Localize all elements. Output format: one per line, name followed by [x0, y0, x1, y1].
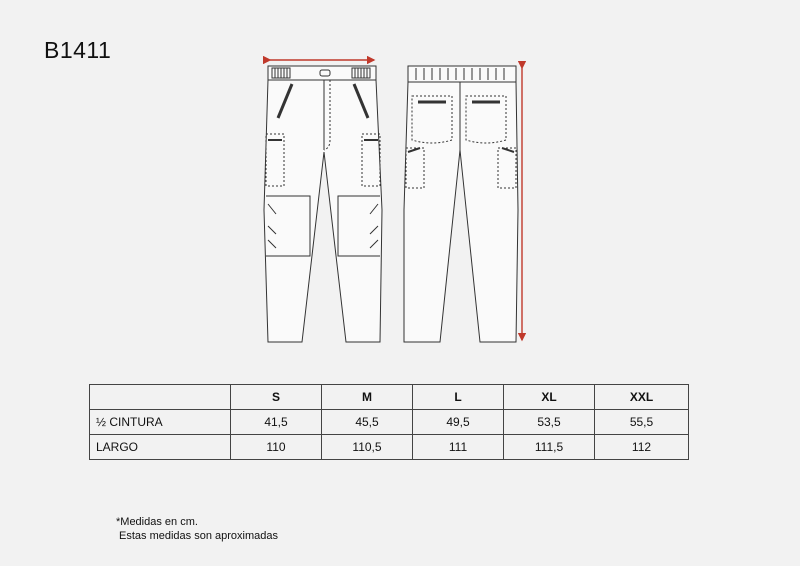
header-size-s: S — [231, 385, 322, 410]
table-row — [90, 410, 689, 435]
cell-value: 112 — [595, 435, 689, 460]
cell-value: 111 — [413, 435, 504, 460]
table-row — [90, 435, 689, 460]
front-view-drawing — [264, 66, 382, 342]
back-view-drawing — [404, 66, 518, 342]
front-legs-outline — [264, 80, 382, 342]
header-empty-cell — [90, 385, 231, 410]
header-size-m: M — [322, 385, 413, 410]
row-label-cintura: ½ CINTURA — [90, 410, 231, 435]
cell-value: 110 — [231, 435, 322, 460]
footnote-units: *Medidas en cm. — [116, 516, 198, 528]
header-size-xxl: XXL — [595, 385, 689, 410]
footnote-approx: Estas medidas son aproximadas — [119, 530, 278, 542]
header-size-xl: XL — [504, 385, 595, 410]
table-header-row — [90, 385, 689, 410]
cell-value: 55,5 — [595, 410, 689, 435]
cell-value: 49,5 — [413, 410, 504, 435]
header-size-l: L — [413, 385, 504, 410]
front-button — [320, 70, 330, 76]
cell-value: 53,5 — [504, 410, 595, 435]
cell-value: 45,5 — [322, 410, 413, 435]
product-code: B1411 — [44, 37, 112, 63]
row-label-largo: LARGO — [90, 435, 231, 460]
back-legs-outline — [404, 82, 518, 342]
cell-value: 41,5 — [231, 410, 322, 435]
cell-value: 111,5 — [504, 435, 595, 460]
footnotes — [116, 515, 278, 543]
cell-value: 110,5 — [322, 435, 413, 460]
size-chart-table — [89, 384, 689, 460]
